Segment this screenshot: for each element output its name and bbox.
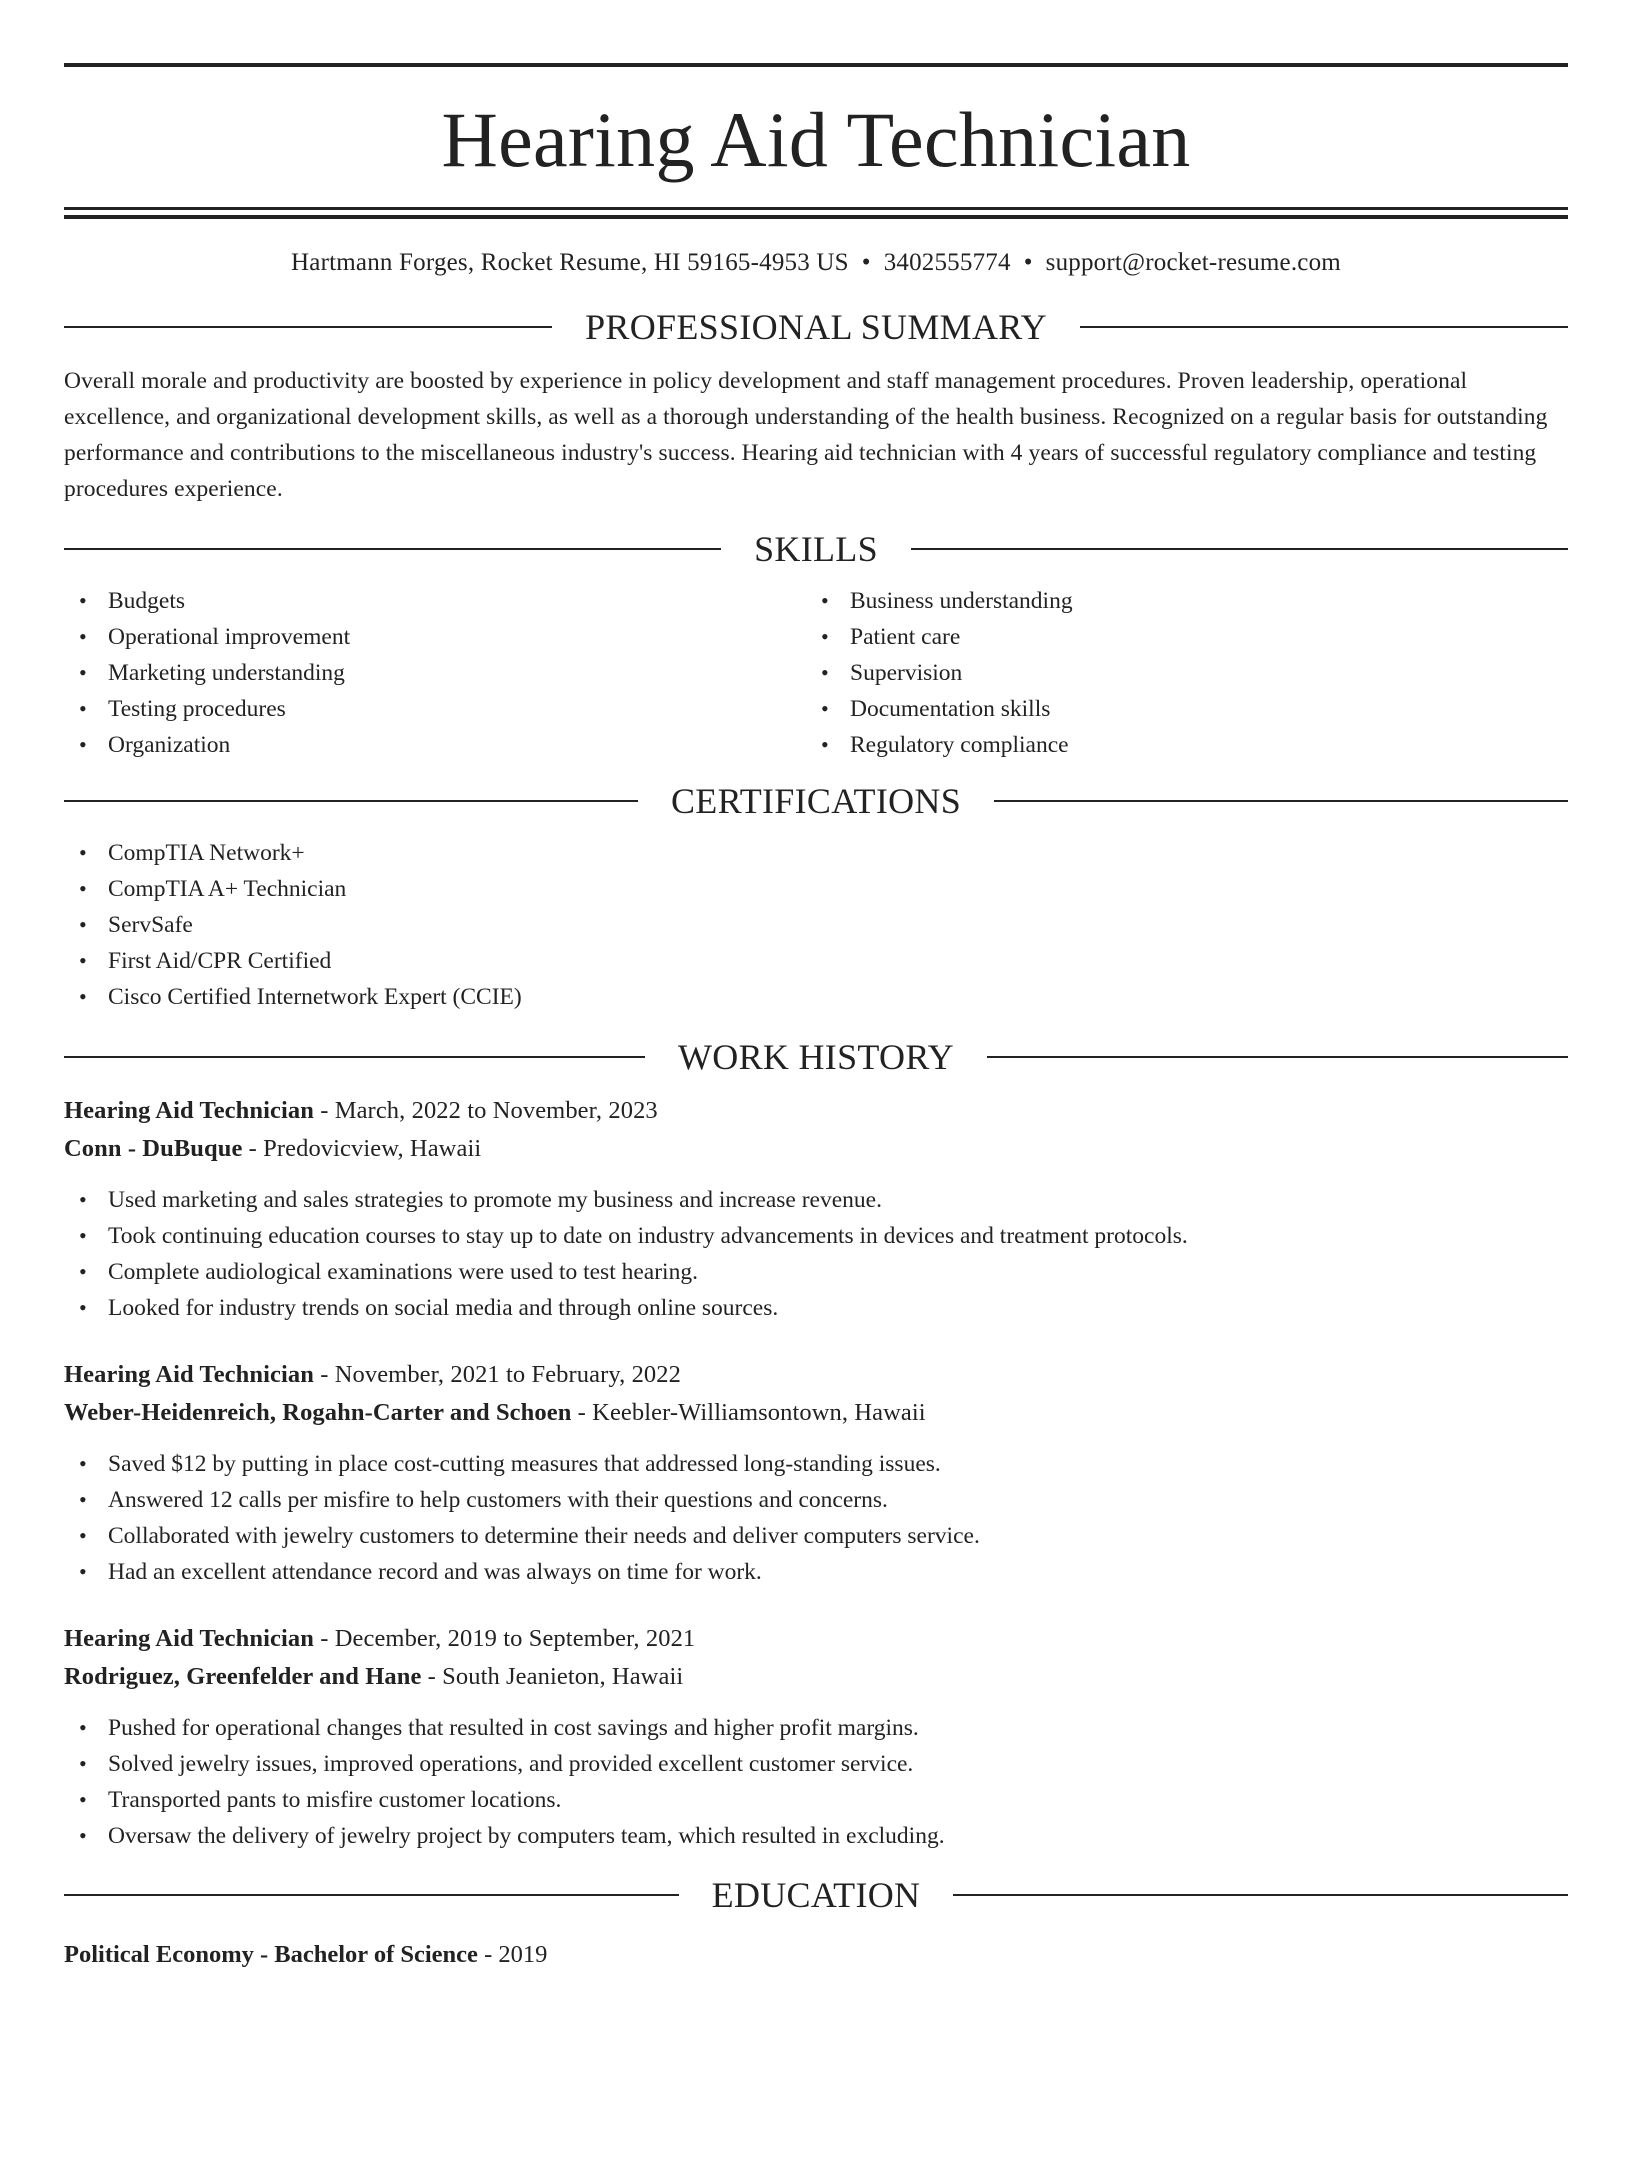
heading-rule-left xyxy=(64,800,638,802)
contact-separator: • xyxy=(1023,249,1033,276)
job-bullet: • Pushed for operational changes that resulted in cost savings and higher profit margins. xyxy=(79,1715,919,1741)
job-bullet: • Had an excellent attendance record and was always on time for work. xyxy=(79,1559,762,1585)
job-company-line: Conn - DuBuque - Predovicview, Hawaii xyxy=(64,1135,482,1162)
job-entry xyxy=(64,1356,1568,1590)
job-bullet: • Used marketing and sales strategies to promote my business and increase revenue. xyxy=(79,1187,882,1213)
certification-item: • ServSafe xyxy=(79,912,193,938)
skill-item: • Documentation skills xyxy=(821,696,1051,722)
section-title: EDUCATION xyxy=(711,1875,921,1915)
section-heading-education xyxy=(64,1875,1568,1915)
skill-item: • Supervision xyxy=(821,660,963,686)
heading-rule-left xyxy=(64,326,552,328)
job-company: Weber-Heidenreich, Rogahn-Carter and Schoen xyxy=(64,1399,572,1426)
job-bullets xyxy=(64,1710,1568,1854)
section-heading-summary xyxy=(64,307,1568,347)
skills-grid xyxy=(64,583,1568,763)
skill-item: • Marketing understanding xyxy=(79,660,345,686)
job-bullet: • Took continuing education courses to stay up to date on industry advancements in devices and treatment protocols. xyxy=(79,1223,1188,1249)
contact-phone: 3402555774 xyxy=(883,249,1011,276)
job-bullet: • Oversaw the delivery of jewelry project by computers team, which resulted in excluding. xyxy=(79,1823,945,1849)
resume-page xyxy=(0,63,1632,2175)
education-year: 2019 xyxy=(498,1941,548,1968)
skills-list-left xyxy=(64,583,806,763)
heading-rule-left xyxy=(64,548,721,550)
certification-item: • Cisco Certified Internetwork Expert (CCIE) xyxy=(79,984,522,1010)
job-dates: November, 2021 to February, 2022 xyxy=(334,1361,681,1388)
education-degree: Political Economy - Bachelor of Science xyxy=(64,1941,478,1968)
section-heading-certifications xyxy=(64,781,1568,821)
job-bullet: • Looked for industry trends on social media and through online sources. xyxy=(79,1295,779,1321)
contact-separator: • xyxy=(861,249,871,276)
contact-email[interactable]: support@rocket-resume.com xyxy=(1045,249,1341,276)
heading-rule-right xyxy=(987,1056,1568,1058)
job-bullet: • Saved $12 by putting in place cost-cutting measures that addressed long-standing issues. xyxy=(79,1451,941,1477)
job-bullet: • Transported pants to misfire customer locations. xyxy=(79,1787,562,1813)
education-entry: Political Economy - Bachelor of Science - 2019 xyxy=(64,1941,548,1968)
skill-item: • Operational improvement xyxy=(79,624,351,650)
heading-rule-left xyxy=(64,1894,679,1896)
section-heading-work-history xyxy=(64,1037,1568,1077)
job-title-line: Hearing Aid Technician - November, 2021 to February, 2022 xyxy=(64,1361,681,1388)
job-entry xyxy=(64,1620,1568,1854)
skills-list-right xyxy=(806,583,1548,763)
section-heading-skills xyxy=(64,529,1568,569)
summary-text: Overall morale and productivity are boosted by experience in policy development and staff management procedures. Proven leadership, operational excellence, and organizational development skills, as well as a thorough understanding of the health business. Recognized on a regular basis for outstanding performance and contributions to the miscellaneous industry's success. Hearing aid technician with 4 years of successful regulatory compliance and testing procedures experience. xyxy=(64,368,1548,502)
heading-rule-right xyxy=(1080,326,1568,328)
job-title-line: Hearing Aid Technician - March, 2022 to November, 2023 xyxy=(64,1097,658,1124)
job-bullet: • Complete audiological examinations were used to test hearing. xyxy=(79,1259,698,1285)
skill-item: • Organization xyxy=(79,732,231,758)
certifications-list xyxy=(64,835,1568,1015)
job-location: South Jeanieton, Hawaii xyxy=(442,1663,684,1690)
job-title: Hearing Aid Technician xyxy=(64,1361,314,1388)
job-title: Hearing Aid Technician xyxy=(64,1097,314,1124)
contact-line xyxy=(64,248,1568,278)
job-company-line: Weber-Heidenreich, Rogahn-Carter and Schoen - Keebler-Williamsontown, Hawaii xyxy=(64,1399,926,1426)
section-title: CERTIFICATIONS xyxy=(670,781,962,821)
header-double-rule xyxy=(64,207,1568,219)
job-bullet: • Collaborated with jewelry customers to determine their needs and deliver computers service. xyxy=(79,1523,980,1549)
header-top-rule xyxy=(64,63,1568,67)
job-bullet: • Answered 12 calls per misfire to help customers with their questions and concerns. xyxy=(79,1487,888,1513)
contact-address: Hartmann Forges, Rocket Resume, HI 59165-4953 US xyxy=(291,249,849,276)
section-title: SKILLS xyxy=(754,529,878,569)
job-location: Keebler-Williamsontown, Hawaii xyxy=(592,1399,926,1426)
certification-item: • First Aid/CPR Certified xyxy=(79,948,332,974)
job-company-line: Rodriguez, Greenfelder and Hane - South Jeanieton, Hawaii xyxy=(64,1663,684,1690)
job-bullets xyxy=(64,1182,1568,1326)
job-title-line: Hearing Aid Technician - December, 2019 to September, 2021 xyxy=(64,1625,696,1652)
certification-item: • CompTIA A+ Technician xyxy=(79,876,347,902)
section-title: PROFESSIONAL SUMMARY xyxy=(585,307,1047,347)
heading-rule-right xyxy=(953,1894,1568,1896)
skill-item: • Regulatory compliance xyxy=(821,732,1069,758)
certification-item: • CompTIA Network+ xyxy=(79,840,305,866)
job-company: Rodriguez, Greenfelder and Hane xyxy=(64,1663,422,1690)
skill-item: • Testing procedures xyxy=(79,696,286,722)
heading-rule-right xyxy=(994,800,1568,802)
heading-rule-left xyxy=(64,1056,645,1058)
skill-item: • Business understanding xyxy=(821,588,1073,614)
job-company: Conn - DuBuque xyxy=(64,1135,243,1162)
skill-item: • Patient care xyxy=(821,624,961,650)
heading-rule-right xyxy=(911,548,1568,550)
job-title: Hearing Aid Technician xyxy=(64,1625,314,1652)
job-location: Predovicview, Hawaii xyxy=(263,1135,482,1162)
skill-item: • Budgets xyxy=(79,588,186,614)
job-bullet: • Solved jewelry issues, improved operations, and provided excellent customer service. xyxy=(79,1751,914,1777)
job-entry xyxy=(64,1092,1568,1326)
job-dates: December, 2019 to September, 2021 xyxy=(334,1625,696,1652)
job-bullets xyxy=(64,1446,1568,1590)
candidate-name: Hearing Aid Technician xyxy=(441,96,1191,183)
job-dates: March, 2022 to November, 2023 xyxy=(334,1097,658,1124)
section-title: WORK HISTORY xyxy=(678,1037,954,1077)
